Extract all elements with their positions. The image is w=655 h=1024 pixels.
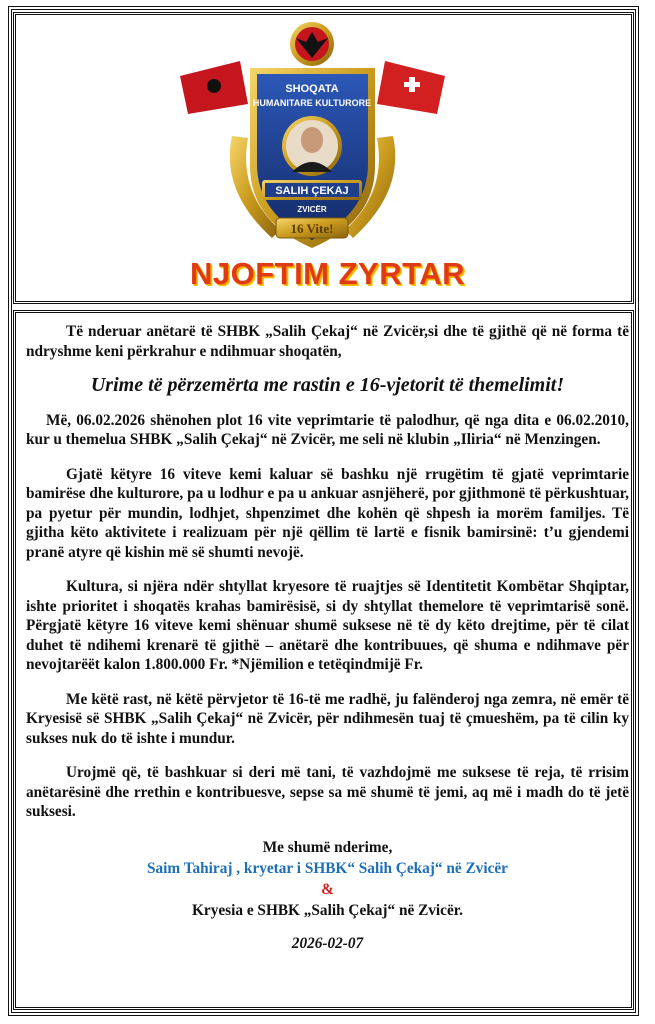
paragraph-culture: Kultura, si njëra ndër shtyllat kryesore të ruajtjes së Identitetit Kombëtar Shqiptar, ishte prioritet i shoqatës krahas bamirësisë, si dy shtyllat themelore të veprimtarisë sonë. Përgjatë këtyre 16 viteve kemi shënuar shumë suksese në të dy këto drejtime, për të cilat duhet të ndihemi krenarë të gjithë – anëtarë dhe kontribuues, që shuma e ndihmave për nevojtarëët kalon 1.800.000 Fr. *Njëmilion e tetëqindmijë Fr. [26, 578, 629, 673]
svg-text:HUMANITARE KULTURORE: HUMANITARE KULTURORE [252, 98, 372, 108]
paragraph-thanks: Me këtë rast, në këtë përvjetor të 16-të me radhë, ju falënderoj nga zemra, në emër të Kryesisë së SHBK „Salih Çekaj“ në Zvicër, për ndihmesën tuaj të çmueshëm, pa të cilin ky sukses nuk do të ishte i mundur. [26, 690, 629, 747]
paragraph-salutation: Të nderuar anëtarë të SHBK „Salih Çekaj“ në Zvicër,si dhe të gjithë që në forma të ndryshme keni përkrahur e ndihmuar shoqatën, [26, 323, 629, 360]
document-date: 2026-02-07 [291, 934, 364, 952]
closing: Me shumë nderime, [262, 838, 393, 856]
board-name: Kryesia e SHBK „Salih Çekaj“ në Zvicër. [192, 901, 463, 919]
paragraph-journey: Gjatë këtyre 16 viteve kemi kaluar së bashku një rrugëtim të gjatë veprimtarie bamirëse dhe kulturore, pa u lodhur e pa u ankuar asnjëherë, por gjithmonë të përkushtuar, pa pyetur për mundin, lodhjet, shpenzimet dhe kohën që shpesh ia morëm familjes. Të gjitha këto aktivitete i realizuam për një qëllim të lartë e fisnik bamirsinë: t’u gjendemi pranë atyre që kishin më së shumti nevojë. [26, 465, 629, 561]
paragraph-wishes: Urojmë që, të bashkuar si deri më tani, të vazhdojmë me suksese të reja, të rrisim anëtarësinë dhe rrethin e kontribuesve, sepse sa më shumë të jemi, aq më i madh do të jetë suksesi. [26, 764, 629, 820]
paragraph-anniversary: Më, 06.02.2026 shënohen plot 16 vite veprimtarie të palodhur, që nga dita e 06.02.2010, kur u themelua SHBK „Salih Çekaj“ në Zvicër, me seli në klubin „Iliria“ në Menzingen. [26, 411, 629, 448]
signer-name: Saim Tahiraj , kryetar i SHBK“ Salih Çekaj“ në Zvicër [147, 859, 508, 877]
ampersand: & [321, 880, 334, 898]
svg-text:ZVICËR: ZVICËR [297, 205, 327, 214]
letter-body [26, 322, 629, 954]
page-title: NJOFTIM ZYRTAR [189, 256, 466, 291]
svg-text:SHOQATA: SHOQATA [285, 83, 339, 95]
greeting-line: Urime të përzemërta me rastin e 16-vjetorit të themelimit! [90, 374, 565, 396]
association-logo [170, 16, 455, 256]
portrait-icon [301, 127, 323, 153]
svg-text:16 Vite!: 16 Vite! [290, 221, 334, 236]
svg-text:SALIH ÇEKAJ: SALIH ÇEKAJ [275, 185, 349, 197]
signature-block [26, 837, 629, 954]
